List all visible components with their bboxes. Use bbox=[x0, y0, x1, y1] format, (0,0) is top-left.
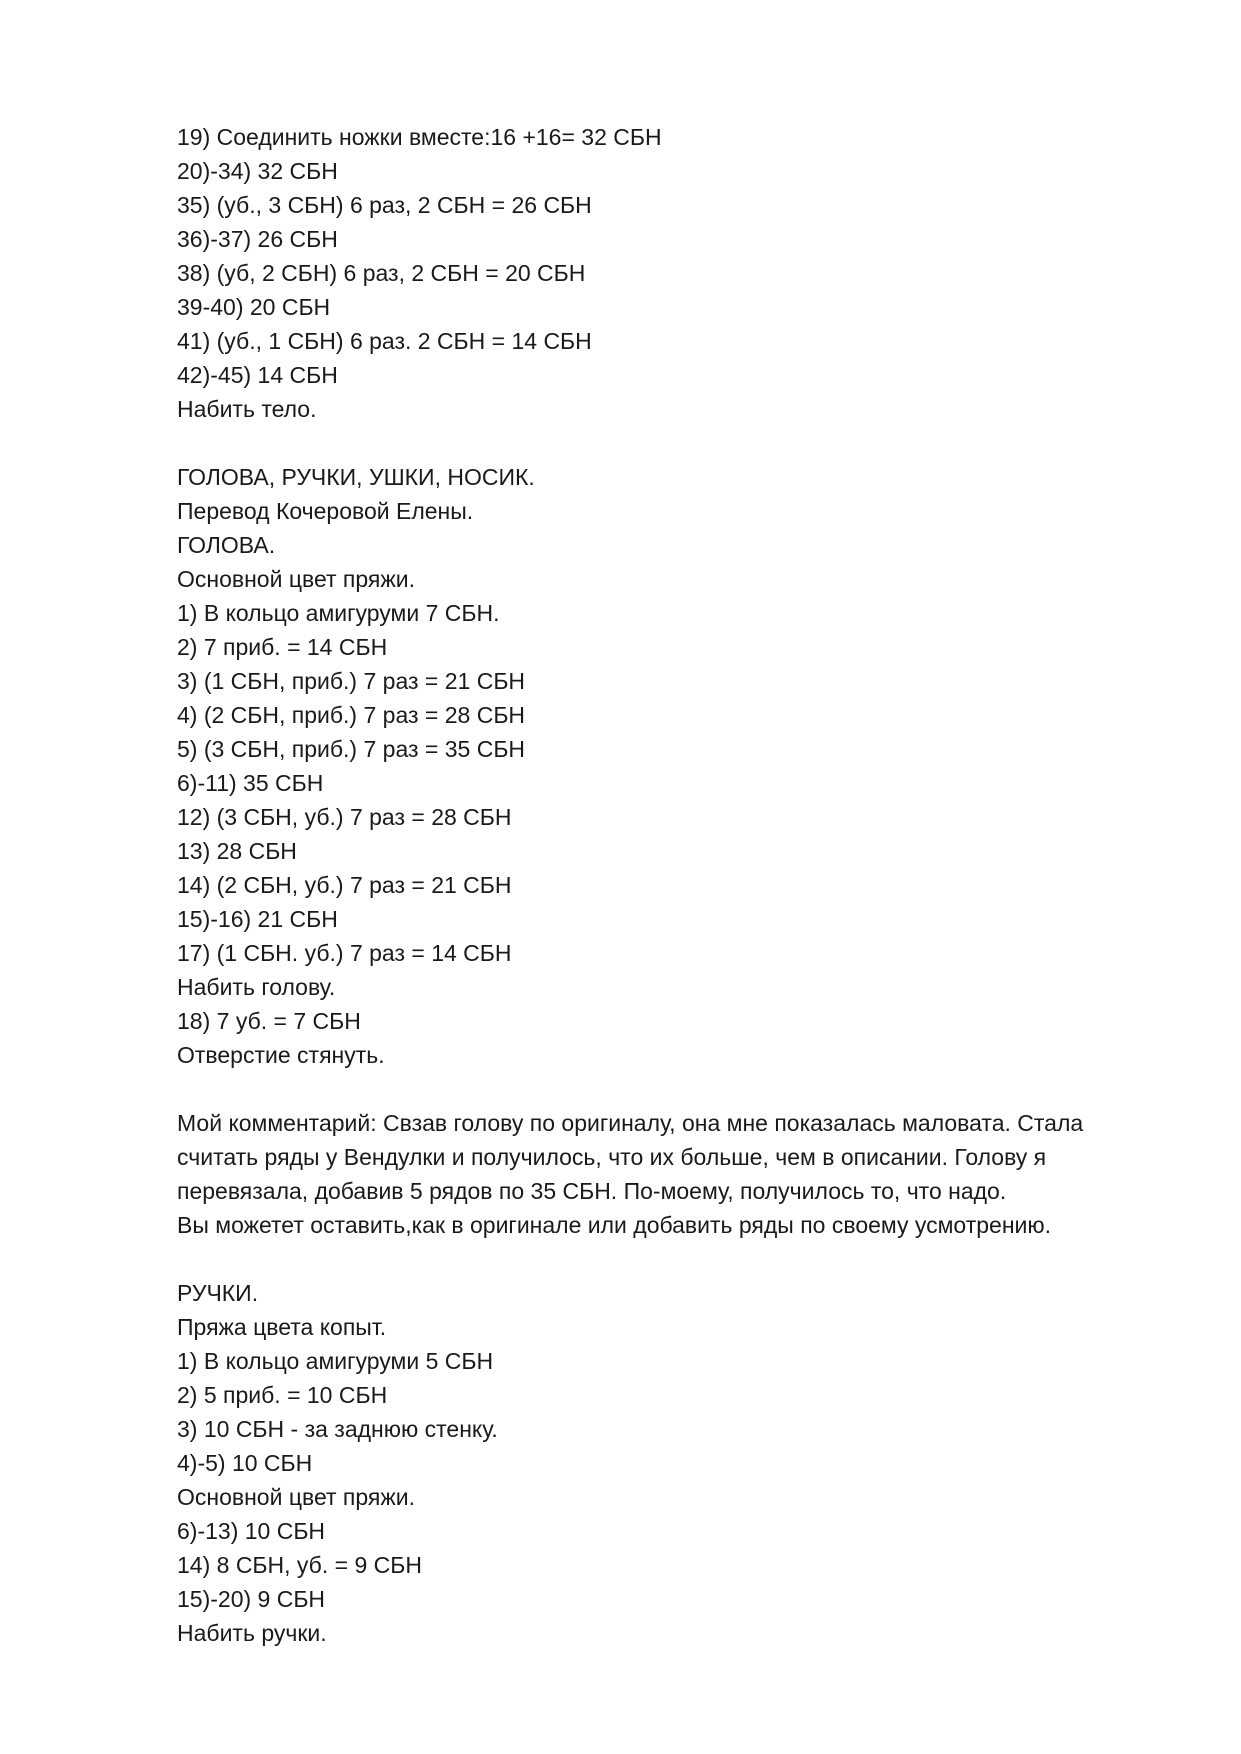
paragraph-gap bbox=[177, 1072, 1137, 1106]
body-instruction: Набить тело. bbox=[177, 396, 317, 422]
head-row: 2) 7 приб. = 14 СБН bbox=[177, 634, 388, 660]
head-row: 12) (3 СБН, уб.) 7 раз = 28 СБН bbox=[177, 804, 512, 830]
arms-row: 4)-5) 10 СБН bbox=[177, 1450, 313, 1476]
arms-row: 14) 8 СБН, уб. = 9 СБН bbox=[177, 1552, 422, 1578]
arms-row: Пряжа цвета копыт. bbox=[177, 1314, 387, 1340]
head-row: 14) (2 СБН, уб.) 7 раз = 21 СБН bbox=[177, 872, 512, 898]
arms-row: 15)-20) 9 СБН bbox=[177, 1586, 326, 1612]
body-row: 36)-37) 26 СБН bbox=[177, 226, 338, 252]
arms-row: 2) 5 приб. = 10 СБН bbox=[177, 1382, 388, 1408]
paragraph-gap bbox=[177, 1242, 1137, 1276]
translator-credit: Перевод Кочеровой Елены. bbox=[177, 498, 474, 524]
body-row: 42)-45) 14 СБН bbox=[177, 362, 338, 388]
head-row: 4) (2 СБН, приб.) 7 раз = 28 СБН bbox=[177, 702, 526, 728]
head-row: 3) (1 СБН, приб.) 7 раз = 21 СБН bbox=[177, 668, 526, 694]
body-row: 35) (уб., 3 СБН) 6 раз, 2 СБН = 26 СБН bbox=[177, 192, 592, 218]
head-row: 15)-16) 21 СБН bbox=[177, 906, 338, 932]
head-row: 13) 28 СБН bbox=[177, 838, 297, 864]
head-row: 18) 7 уб. = 7 СБН bbox=[177, 1008, 361, 1034]
head-row: 1) В кольцо амигуруми 7 СБН. bbox=[177, 600, 500, 626]
arms-row: 6)-13) 10 СБН bbox=[177, 1518, 326, 1544]
arms-row: Набить ручки. bbox=[177, 1620, 327, 1646]
arms-row: Основной цвет пряжи. bbox=[177, 1484, 415, 1510]
section-title: ГОЛОВА, РУЧКИ, УШКИ, НОСИК. bbox=[177, 464, 535, 490]
head-row: Набить голову. bbox=[177, 974, 336, 1000]
head-heading: ГОЛОВА. bbox=[177, 532, 276, 558]
comment-line: Мой комментарий: Свзав голову по оригиналу, она мне показалась маловата. Стала bbox=[177, 1110, 1084, 1136]
document-text bbox=[177, 120, 1137, 1650]
head-row: 17) (1 СБН. уб.) 7 раз = 14 СБН bbox=[177, 940, 512, 966]
body-row: 20)-34) 32 СБН bbox=[177, 158, 338, 184]
paragraph-gap bbox=[177, 426, 1137, 460]
body-row: 41) (уб., 1 СБН) 6 раз. 2 СБН = 14 СБН bbox=[177, 328, 592, 354]
comment-line: считать ряды у Вендулки и получилось, что их больше, чем в описании. Голову я bbox=[177, 1144, 1047, 1170]
head-row: Основной цвет пряжи. bbox=[177, 566, 415, 592]
body-row: 19) Соединить ножки вместе:16 +16= 32 СБН bbox=[177, 124, 662, 150]
arms-heading: РУЧКИ. bbox=[177, 1280, 259, 1306]
comment-line: Вы можетет оставить,как в оригинале или добавить ряды по своему усмотрению. bbox=[177, 1212, 1052, 1238]
body-row: 39-40) 20 СБН bbox=[177, 294, 331, 320]
head-row: 5) (3 СБН, приб.) 7 раз = 35 СБН bbox=[177, 736, 526, 762]
head-row: Отверстие стянуть. bbox=[177, 1042, 385, 1068]
body-row: 38) (уб, 2 СБН) 6 раз, 2 СБН = 20 СБН bbox=[177, 260, 586, 286]
comment-line: перевязала, добавив 5 рядов по 35 СБН. По-моему, получилось то, что надо. bbox=[177, 1178, 1007, 1204]
head-row: 6)-11) 35 СБН bbox=[177, 770, 324, 796]
arms-row: 3) 10 СБН - за заднюю стенку. bbox=[177, 1416, 498, 1442]
arms-row: 1) В кольцо амигуруми 5 СБН bbox=[177, 1348, 494, 1374]
